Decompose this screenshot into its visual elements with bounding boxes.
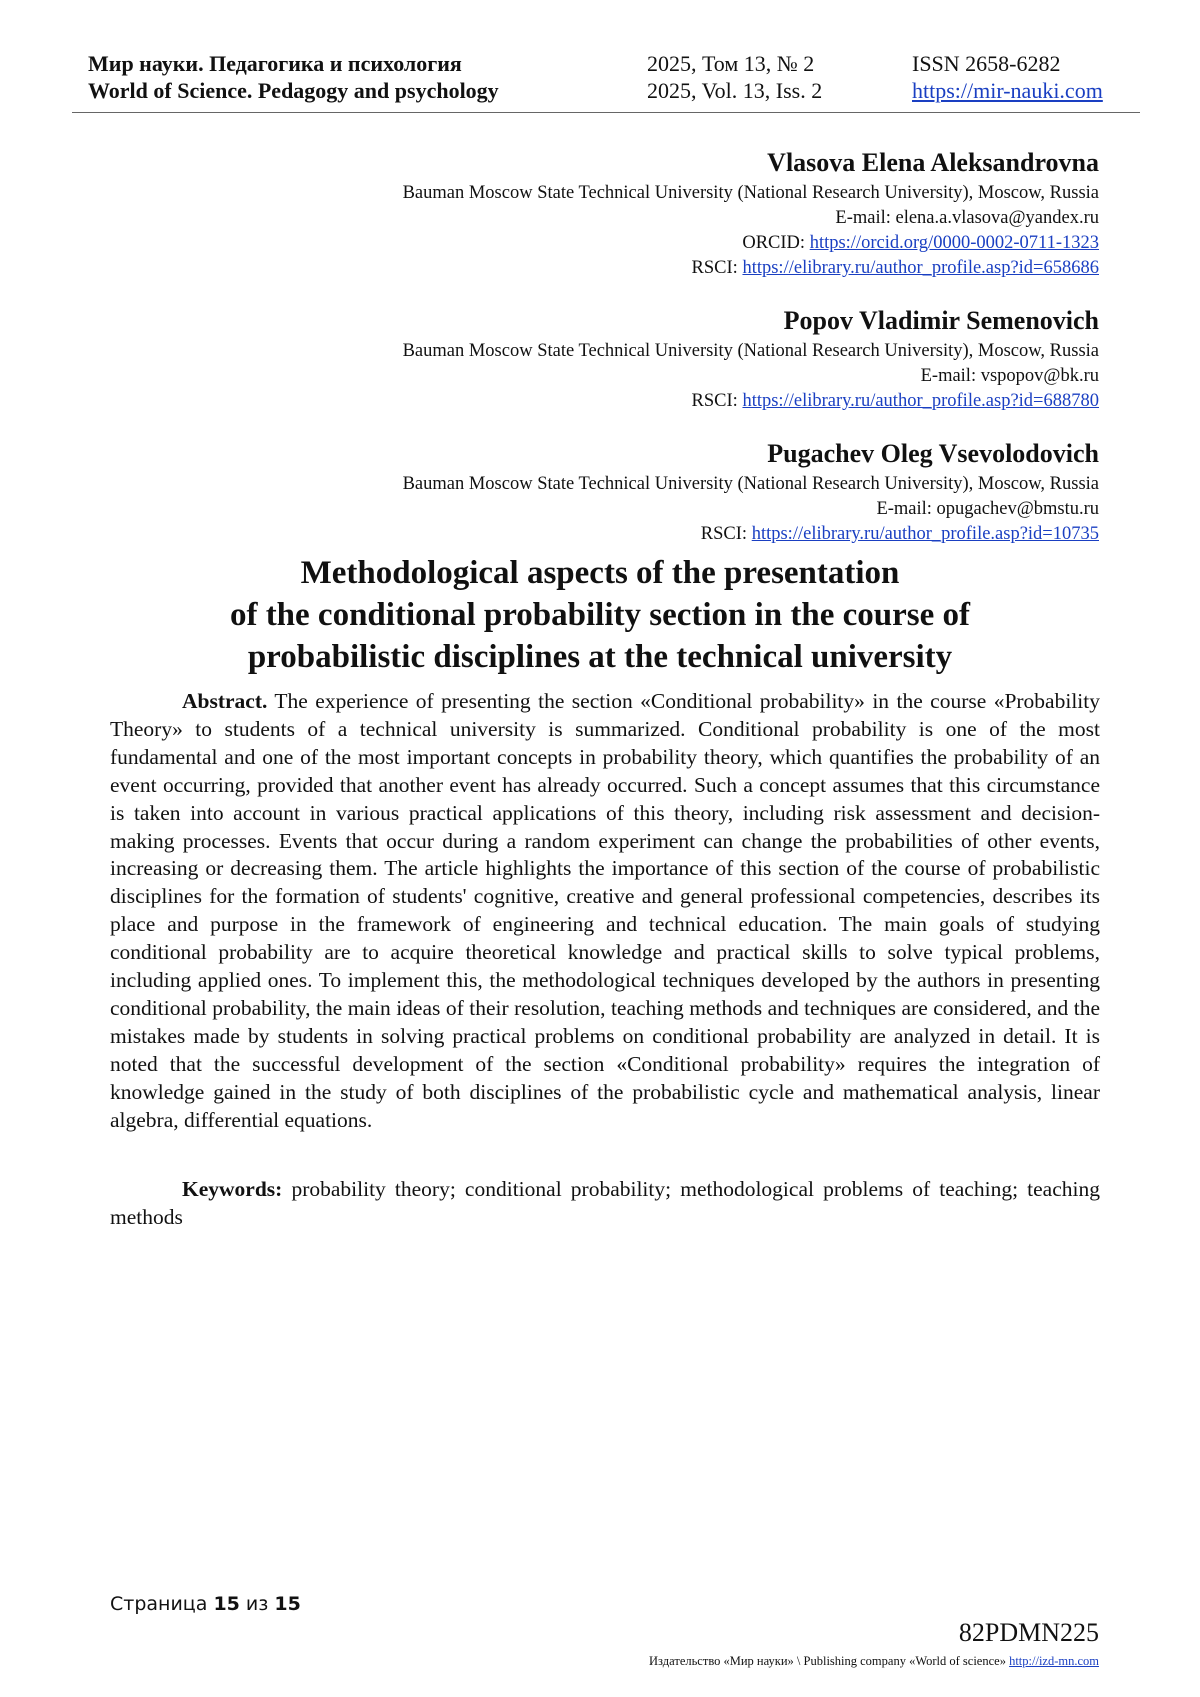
- author-2: [279, 305, 1099, 414]
- page-total: 15: [274, 1593, 301, 1615]
- issue-info: [647, 50, 822, 104]
- author-affiliation: Bauman Moscow State Technical University (National Research University), Moscow, Russia: [402, 183, 1099, 203]
- journal-title: [88, 50, 499, 104]
- author-email: E-mail: opugachev@bmstu.ru: [876, 499, 1099, 519]
- title-line: probabilistic disciplines at the technical university: [247, 639, 953, 675]
- author-1: [279, 147, 1099, 281]
- title-line: Methodological aspects of the presentation: [300, 555, 900, 591]
- article-code: 82PDMN225: [958, 1618, 1099, 1647]
- rsci-link[interactable]: https://elibrary.ru/author_profile.asp?id=688780: [742, 391, 1099, 411]
- orcid-link[interactable]: https://orcid.org/0000-0002-0711-1323: [809, 233, 1099, 253]
- issn: ISSN 2658-6282: [912, 51, 1061, 76]
- title-line: of the conditional probability section in the course of: [229, 597, 971, 633]
- authors-block: [279, 147, 1099, 571]
- author-rsci: RSCI: https://elibrary.ru/author_profile.asp?id=688780: [691, 391, 1099, 411]
- issn-block: [912, 50, 1103, 104]
- publisher-line: Издательство «Мир науки» \ Publishing company «World of science» http://izd-mn.com: [649, 1654, 1099, 1668]
- page-current: 15: [213, 1593, 240, 1615]
- issue-info-en: 2025, Vol. 13, Iss. 2: [647, 78, 823, 103]
- author-name: Popov Vladimir Semenovich: [783, 306, 1099, 335]
- rsci-link[interactable]: https://elibrary.ru/author_profile.asp?id=10735: [751, 524, 1099, 544]
- page-number: Страница 15 из 15: [110, 1593, 301, 1615]
- header-divider: [72, 112, 1140, 113]
- keywords-label: Keywords:: [182, 1177, 283, 1201]
- keywords-paragraph: [110, 1176, 1100, 1232]
- author-rsci: RSCI: https://elibrary.ru/author_profile.asp?id=658686: [691, 258, 1099, 278]
- author-name: Vlasova Elena Aleksandrovna: [767, 148, 1099, 177]
- abstract-paragraph: [110, 688, 1100, 1135]
- issue-info-ru: 2025, Том 13, № 2: [647, 51, 815, 76]
- author-rsci: RSCI: https://elibrary.ru/author_profile.asp?id=10735: [700, 524, 1099, 544]
- journal-title-ru: Мир науки. Педагогика и психология: [88, 51, 462, 76]
- author-email: E-mail: elena.a.vlasova@yandex.ru: [835, 208, 1099, 228]
- journal-site-link[interactable]: https://mir-nauki.com: [912, 78, 1103, 103]
- author-3: [279, 438, 1099, 547]
- rsci-link[interactable]: https://elibrary.ru/author_profile.asp?id=658686: [742, 258, 1099, 278]
- abstract-label: Abstract.: [182, 689, 268, 713]
- publisher-link[interactable]: http://izd-mn.com: [1009, 1654, 1099, 1668]
- author-affiliation: Bauman Moscow State Technical University (National Research University), Moscow, Russia: [402, 474, 1099, 494]
- author-name: Pugachev Oleg Vsevolodovich: [767, 439, 1099, 468]
- article-title: [100, 552, 1100, 678]
- keywords-text: probability theory; conditional probability; methodological problems of teaching; teaching methods: [110, 1177, 1100, 1229]
- author-orcid: ORCID: https://orcid.org/0000-0002-0711-1323: [742, 233, 1099, 253]
- journal-title-en: World of Science. Pedagogy and psychology: [88, 78, 499, 103]
- abstract-text: The experience of presenting the section «Conditional probability» in the course «Probability Theory» to students of a technical university is summarized. Conditional probability is one of the most fundamental and one of the most important concepts in probability theory, which quantifies the probability of an event occurring, provided that another event has already occurred. Such a concept assumes that this circumstance is taken into account in various practical applications of this theory, including risk assessment and decision-making processes. Events that occur during a random experiment can change the probabilities of other events, increasing or decreasing them. The article highlights the importance of this section of the course of probabilistic disciplines for the formation of students' cognitive, creative and general professional competencies, describes its place and purpose in the framework of engineering and technical education. The main goals of studying conditional probability are to acquire theoretical knowledge and practical skills to solve typical problems, including applied ones. To implement this, the methodological techniques developed by the authors in presenting conditional probability, the main ideas of their resolution, teaching methods and techniques are considered, and the mistakes made by students in solving practical problems on conditional probability are analyzed in detail. It is noted that the successful development of the section «Conditional probability» requires the integration of knowledge gained in the study of both disciplines of the probabilistic cycle and mathematical analysis, linear algebra, differential equations.: [110, 689, 1100, 1132]
- author-email: E-mail: vspopov@bk.ru: [920, 366, 1099, 386]
- author-affiliation: Bauman Moscow State Technical University (National Research University), Moscow, Russia: [402, 341, 1099, 361]
